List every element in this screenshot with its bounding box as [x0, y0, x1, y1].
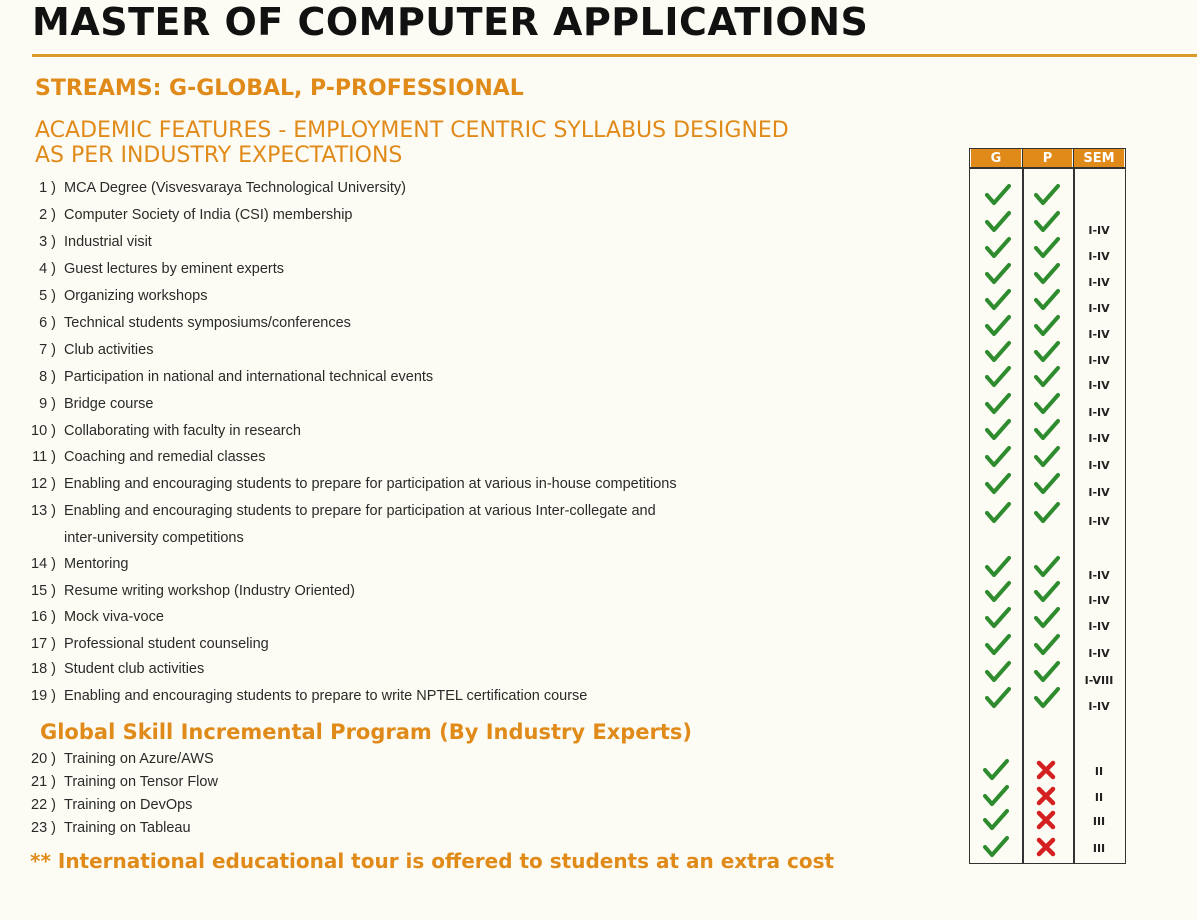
- page-title: MASTER OF COMPUTER APPLICATIONS: [32, 0, 869, 44]
- sem-value: I-IV: [1088, 302, 1110, 315]
- sem-value: I-IV: [1088, 486, 1110, 499]
- g-skill-3-check-icon: [983, 808, 1009, 832]
- list-item: [0, 288, 207, 304]
- header-g: G: [971, 149, 1021, 168]
- g-5-check-icon: [985, 288, 1011, 312]
- sem-value: I-IV: [1088, 432, 1110, 445]
- item-text: Training on Azure/AWS: [64, 751, 214, 767]
- item-text: Student club activities: [64, 661, 205, 677]
- list-item: [0, 180, 406, 196]
- p-7-check-icon: [1034, 340, 1060, 364]
- g-6-check-icon: [985, 314, 1011, 338]
- streams-heading: STREAMS: G-GLOBAL, P-PROFESSIONAL: [35, 76, 524, 101]
- item-text: Organizing workshops: [64, 288, 208, 304]
- sem-value: I-IV: [1088, 620, 1110, 633]
- p-6-check-icon: [1034, 314, 1060, 338]
- sem-value: I-IV: [1088, 379, 1110, 392]
- p-skill-4-cross-icon: [1033, 835, 1059, 859]
- p-15-check-icon: [1034, 580, 1060, 604]
- item-text: Coaching and remedial classes: [64, 449, 266, 465]
- g-18-check-icon: [985, 660, 1011, 684]
- list-item: [0, 449, 266, 465]
- g-7-check-icon: [985, 340, 1011, 364]
- sem-value: I-IV: [1088, 647, 1110, 660]
- p-14-check-icon: [1034, 555, 1060, 579]
- p-9-check-icon: [1034, 392, 1060, 416]
- list-item: [0, 797, 192, 813]
- item-text: Mentoring: [64, 556, 129, 572]
- p-skill-2-cross-icon: [1033, 784, 1059, 808]
- sem-value: II: [1094, 765, 1104, 778]
- title-divider: [32, 54, 1197, 57]
- item-text: Mock viva-voce: [64, 609, 164, 625]
- g-19-check-icon: [985, 686, 1011, 710]
- p-11-check-icon: [1034, 445, 1060, 469]
- header-divider: [969, 167, 1126, 169]
- item-number: 12 ): [31, 476, 56, 492]
- item-text: Collaborating with faculty in research: [64, 423, 301, 439]
- item-number: 7 ): [39, 342, 56, 358]
- list-item: [0, 503, 656, 519]
- sem-value: I-IV: [1088, 224, 1110, 237]
- item-text: Bridge course: [64, 396, 154, 412]
- p-skill-1-cross-icon: [1033, 758, 1059, 782]
- footnote: ** International educational tour is offered to students at an extra cost: [30, 849, 835, 873]
- item-number: 3 ): [39, 234, 56, 250]
- sem-value: I-VIII: [1084, 674, 1114, 687]
- table-divider: [1022, 149, 1024, 863]
- p-10-check-icon: [1034, 418, 1060, 442]
- p-16-check-icon: [1034, 606, 1060, 630]
- list-item: [0, 207, 353, 223]
- list-item: [0, 751, 214, 767]
- item-text: Enabling and encouraging students to prepare for participation at various in-house competitions: [64, 476, 677, 492]
- list-item: [0, 342, 153, 358]
- list-item: [0, 820, 191, 836]
- item-number: 9 ): [39, 396, 56, 412]
- sem-value: III: [1092, 815, 1106, 828]
- g-14-check-icon: [985, 555, 1011, 579]
- item-number: 4 ): [39, 261, 56, 277]
- item-text: Guest lectures by eminent experts: [64, 261, 285, 277]
- g-4-check-icon: [985, 262, 1011, 286]
- item-text: Technical students symposiums/conferences: [64, 315, 351, 331]
- list-item: [0, 476, 677, 492]
- p-4-check-icon: [1034, 262, 1060, 286]
- item-text: MCA Degree (Visvesvaraya Technological University): [64, 180, 406, 196]
- list-item: [0, 556, 128, 572]
- g-8-check-icon: [985, 365, 1011, 389]
- item-number: 17 ): [31, 636, 56, 652]
- item-text: Enabling and encouraging students to prepare for participation at various Inter-collegate and: [64, 503, 656, 519]
- item-text: Participation in national and international technical events: [64, 369, 434, 385]
- features-line-1: ACADEMIC FEATURES - EMPLOYMENT CENTRIC SYLLABUS DESIGNED: [35, 118, 789, 143]
- sem-value: I-IV: [1088, 700, 1110, 713]
- item-number: 15 ): [31, 583, 56, 599]
- g-13-check-icon: [985, 501, 1011, 525]
- g-10-check-icon: [985, 418, 1011, 442]
- features-line-2: AS PER INDUSTRY EXPECTATIONS: [35, 143, 403, 168]
- list-item: [0, 688, 587, 704]
- item-number: 23 ): [31, 820, 56, 836]
- item-number: 21 ): [31, 774, 56, 790]
- list-item: [0, 423, 301, 439]
- list-item: [0, 234, 152, 250]
- sem-value: I-IV: [1088, 569, 1110, 582]
- sem-value: I-IV: [1088, 328, 1110, 341]
- g-16-check-icon: [985, 606, 1011, 630]
- list-item: [0, 261, 284, 277]
- item-number: 10 ): [31, 423, 56, 439]
- p-19-check-icon: [1034, 686, 1060, 710]
- sem-value: I-IV: [1088, 354, 1110, 367]
- global-skill-heading: Global Skill Incremental Program (By Industry Experts): [40, 720, 693, 744]
- g-1-check-icon: [985, 183, 1011, 207]
- p-3-check-icon: [1034, 236, 1060, 260]
- list-item: [0, 661, 204, 677]
- p-12-check-icon: [1034, 472, 1060, 496]
- p-skill-3-cross-icon: [1033, 808, 1059, 832]
- list-item: [0, 396, 153, 412]
- g-skill-4-check-icon: [983, 835, 1009, 859]
- sem-value: I-IV: [1088, 459, 1110, 472]
- g-skill-2-check-icon: [983, 784, 1009, 808]
- p-18-check-icon: [1034, 660, 1060, 684]
- p-17-check-icon: [1034, 633, 1060, 657]
- p-1-check-icon: [1034, 183, 1060, 207]
- list-item: [0, 609, 164, 625]
- sem-value: I-IV: [1088, 515, 1110, 528]
- g-skill-1-check-icon: [983, 758, 1009, 782]
- list-item: [0, 774, 218, 790]
- item-number: 14 ): [31, 556, 56, 572]
- p-13-check-icon: [1034, 501, 1060, 525]
- item-text: Club activities: [64, 342, 154, 358]
- g-12-check-icon: [985, 472, 1011, 496]
- item-number: 18 ): [31, 661, 56, 677]
- p-2-check-icon: [1034, 210, 1060, 234]
- p-5-check-icon: [1034, 288, 1060, 312]
- item-text: Professional student counseling: [64, 636, 269, 652]
- item-text: Industrial visit: [64, 234, 152, 250]
- item-number: 6 ): [39, 315, 56, 331]
- header-sem: SEM: [1074, 149, 1124, 168]
- p-8-check-icon: [1034, 365, 1060, 389]
- sem-value: II: [1094, 791, 1104, 804]
- item-text: Training on Tableau: [64, 820, 191, 836]
- sem-value: III: [1092, 842, 1106, 855]
- item-number: 22 ): [31, 797, 56, 813]
- item-number: 1 ): [39, 180, 56, 196]
- list-item: [0, 583, 355, 599]
- g-17-check-icon: [985, 633, 1011, 657]
- g-15-check-icon: [985, 580, 1011, 604]
- sem-value: I-IV: [1088, 406, 1110, 419]
- sem-value: I-IV: [1088, 250, 1110, 263]
- item-text: Training on Tensor Flow: [64, 774, 218, 790]
- list-item: [0, 369, 433, 385]
- item-text: Resume writing workshop (Industry Oriented): [64, 583, 355, 599]
- item-number: 19 ): [31, 688, 56, 704]
- item-text: Computer Society of India (CSI) membership: [64, 207, 353, 223]
- sem-value: I-IV: [1088, 276, 1110, 289]
- g-9-check-icon: [985, 392, 1011, 416]
- item-number: 8 ): [39, 369, 56, 385]
- g-11-check-icon: [985, 445, 1011, 469]
- features-heading: [35, 118, 985, 168]
- item-number: 2 ): [39, 207, 56, 223]
- header-p: P: [1023, 149, 1072, 168]
- item-text: Enabling and encouraging students to prepare to write NPTEL certification course: [64, 688, 588, 704]
- item-text-continued: inter-university competitions: [64, 530, 244, 546]
- g-3-check-icon: [985, 236, 1011, 260]
- list-item: [0, 315, 351, 331]
- item-number: 13 ): [31, 503, 56, 519]
- g-2-check-icon: [985, 210, 1011, 234]
- sem-value: I-IV: [1088, 594, 1110, 607]
- item-number: 5 ): [39, 288, 56, 304]
- item-number: 20 ): [31, 751, 56, 767]
- item-text: Training on DevOps: [64, 797, 193, 813]
- list-item: [0, 636, 269, 652]
- item-number: 16 ): [31, 609, 56, 625]
- item-number: 11 ): [32, 449, 56, 465]
